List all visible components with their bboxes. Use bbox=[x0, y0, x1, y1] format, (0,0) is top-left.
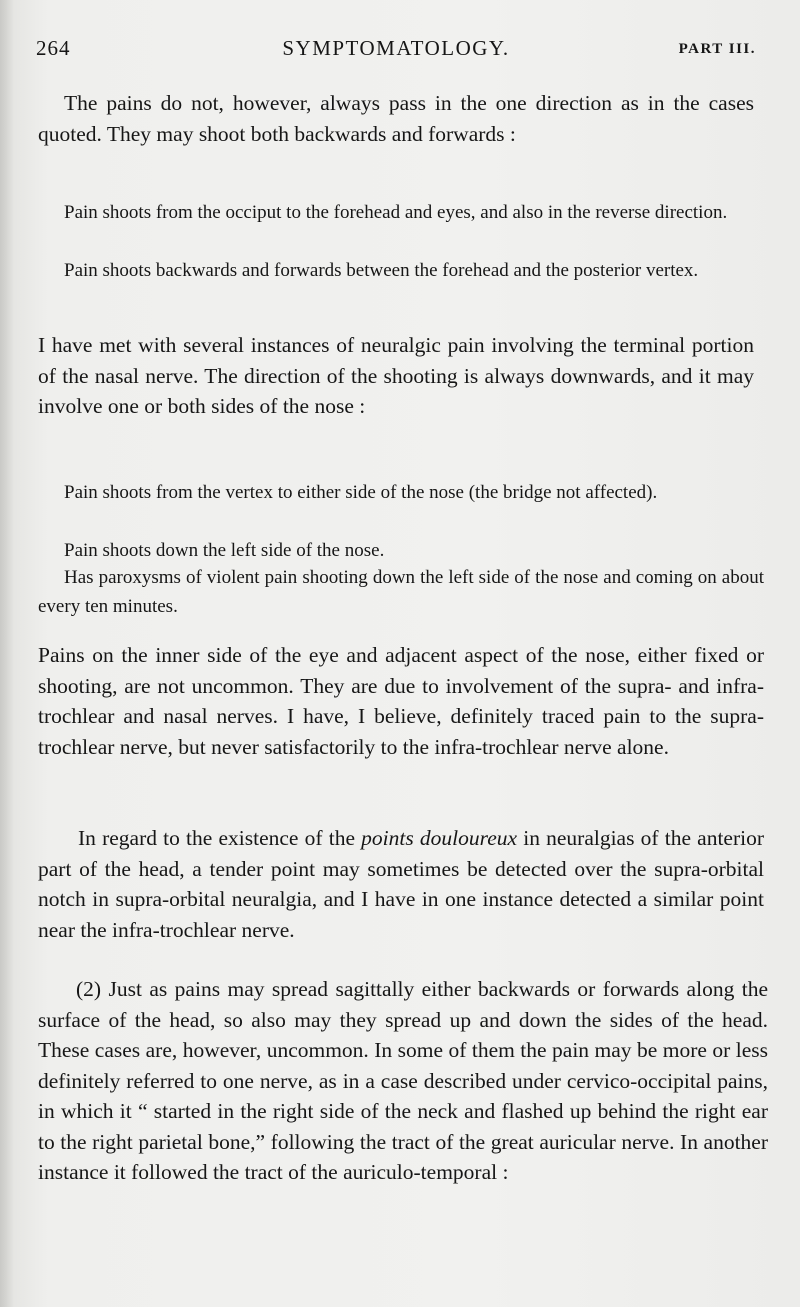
case-quote-paroxysms: Has paroxysms of violent pain shooting down the left side of the nose and coming on about every ten minutes. bbox=[38, 567, 764, 617]
points-douloureux-term: points douloureux bbox=[361, 826, 518, 850]
page-number: 264 bbox=[36, 36, 71, 60]
running-title: SYMPTOMATOLOGY. bbox=[282, 36, 510, 60]
case-quote-left-side: Pain shoots down the left side of the nose. bbox=[64, 540, 385, 561]
case-quote-vertex: Pain shoots from the vertex to either side of the nose (the bridge not affected). bbox=[64, 482, 658, 503]
case-quote-occiput: Pain shoots from the occiput to the forehead and eyes, and also in the reverse direction. bbox=[64, 202, 728, 223]
case-quote-forehead: Pain shoots backwards and forwards between the forehead and the posterior vertex. bbox=[64, 260, 699, 281]
paragraph-lateral-spread: (2) Just as pains may spread sagittally either backwards or forwards along the surface of the head, so also may they spread up and down the sides of the head. These cases are, however, uncommon. In some of them the pain may be more or less definitely referred to one nerve, as in a case described under cervico-occipital pains, in which it “ started in the right side of the neck and flashed up behind the right ear to the right parietal bone,” following the tract of the great auricular nerve. In another instance it followed the tract of the auriculo-temporal : bbox=[38, 977, 768, 1184]
page-binding-shadow bbox=[0, 0, 14, 1307]
points-text-after: in neuralgias of the anterior part of the head, a tender point may sometimes be detected over the supra-orbital notch in supra-orbital neuralgia, and I have in one instance detected a similar point near the infra-trochlear nerve. bbox=[38, 826, 765, 942]
paragraph-trochlear: Pains on the inner side of the eye and adjacent aspect of the nose, either fixed or shooting, are not uncommon. They are due to involvement of the supra- and infra-trochlear and nasal nerves. I have, I believe, definitely traced pain to the supra-trochlear nerve, but never satisfactorily to the infra-trochlear nerve alone. bbox=[38, 643, 764, 759]
part-label: PART III. bbox=[678, 41, 756, 57]
paragraph-points-douloureux bbox=[38, 823, 764, 945]
paragraph-pain-direction: The pains do not, however, always pass in the one direction as in the cases quoted. They may shoot both backwards and forwards : bbox=[38, 91, 754, 146]
page-header bbox=[36, 36, 756, 66]
points-text-before: In regard to the existence of the bbox=[78, 826, 362, 850]
paragraph-nasal-nerve: I have met with several instances of neuralgic pain involving the terminal portion of the nasal nerve. The direction of the shooting is always downwards, and it may involve one or both sides of the nose : bbox=[38, 333, 754, 418]
